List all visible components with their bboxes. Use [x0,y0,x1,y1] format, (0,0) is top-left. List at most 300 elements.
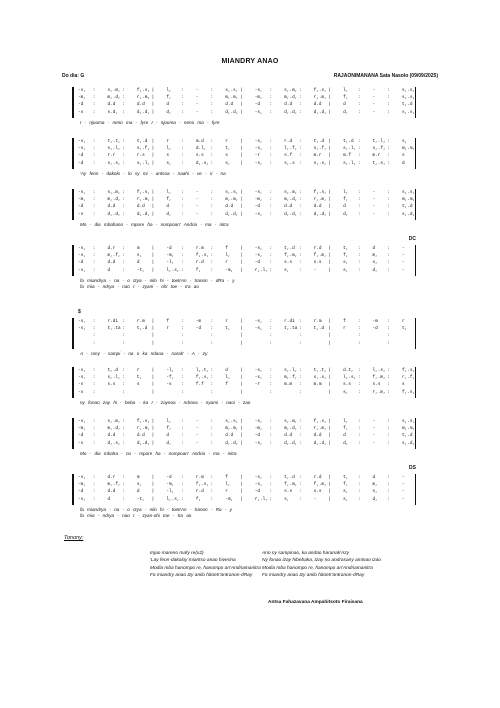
note-cell: : [298,389,302,395]
note-cell: -m, [254,426,263,432]
note-cell: : [210,211,214,217]
note-cell: : [210,109,214,115]
measure-bar: | [151,260,155,266]
note-cell: f [225,246,228,251]
note-cell: : [387,382,390,388]
note-cell: : [269,190,273,195]
note-cell: -s, [78,496,86,502]
note-cell: d.r [107,475,116,480]
voice-row [75,95,416,102]
note-cell: s,.d, [402,211,416,217]
note-cell: s [166,153,169,159]
note-cell: f,.m, [372,375,386,381]
lyrics-column-right [262,550,381,580]
note-cell: : [181,382,184,388]
note-cell: : [357,375,361,381]
note-cell: f,.m, [284,482,298,488]
measure-bar: | [151,109,155,115]
note-cell: : [269,375,273,381]
note-cell: : [210,204,214,210]
note-cell: m,.d, [107,197,121,203]
note-cell: m, [372,482,378,488]
note-cell: s,.s, [107,160,121,166]
measure-bar: | [240,190,243,195]
note-cell: : [357,482,361,488]
note-cell: -m, [78,95,86,101]
note-cell: : [92,109,96,115]
note-cell: : [122,426,125,432]
note-cell: : [181,482,184,488]
note-cell: -d [254,204,260,210]
note-cell: -s, [78,267,86,273]
note-cell: s,.l, [136,160,151,166]
note-cell: : [92,160,96,166]
note-cell: : [181,204,184,210]
note-cell: : [298,102,302,108]
note-cell: s,.s, [225,88,239,93]
note-cell: -m, [225,496,234,502]
note-cell: : [298,260,302,266]
note-cell: : [122,340,125,346]
note-cell: : [210,190,214,195]
note-cell: d,.d, [313,440,327,446]
note-cell: : [298,153,302,159]
note-cell: : [181,160,184,166]
note-cell: : [181,95,184,101]
note-cell: m,.f, [107,482,121,488]
note-cell: l,.s, [166,496,180,502]
note-cell: : [92,267,96,273]
note-cell: : [181,426,184,432]
note-cell: -s, [78,88,86,93]
note-cell: : [357,102,361,108]
note-cell: : [357,368,361,373]
note-cell: l, [225,482,231,488]
note-cell: d.d [284,433,293,439]
note-cell: d, [343,211,349,217]
note-cell: - [195,440,199,446]
measure-bar: | [240,246,243,251]
note-cell: : [181,153,184,159]
note-cell: : [298,190,302,195]
note-cell: : [92,496,96,502]
staff-barline [72,418,74,449]
note-cell: : [357,211,361,217]
note-cell: r [225,319,228,324]
note-cell: s [225,153,228,159]
note-cell: s,.s, [402,419,416,424]
measure-bar: | [328,246,331,251]
note-cell: : [387,253,390,259]
note-cell: : [269,253,273,259]
note-cell: r.d [195,260,204,266]
voice-row [75,139,413,146]
note-cell: -s, [254,146,263,152]
note-cell: - [195,190,199,195]
note-cell: : [387,419,390,424]
note-cell: : [181,419,184,424]
measure-bar: | [151,340,155,346]
note-cell: : [210,382,214,388]
note-cell: : [269,419,273,424]
note-cell: t, [343,246,349,251]
note-cell: : [387,475,390,480]
voice-row [75,382,413,389]
note-cell: d.t, [343,368,354,373]
staff-barline [415,245,417,276]
note-cell: s, [372,489,378,495]
note-cell: s,.l, [343,146,357,152]
note-cell: : [181,489,184,495]
lyrics-line: Modia mba hanompo re, hanompo an'Andriamanitra [150,565,261,571]
note-cell: : [269,489,273,495]
note-cell: -s [78,109,84,115]
measure-bar: | [151,333,155,339]
note-cell: m.d [195,139,204,144]
measure-bar: | [328,319,331,324]
lyric-line: Mo - dia mbahano - mpore ha - nompoan' Andria - ma - nitra [80,221,229,227]
note-cell: : [92,190,96,195]
measure-bar: | [240,211,243,217]
note-cell: d,.d, [284,440,298,446]
note-cell: : [298,419,302,424]
note-cell: r.d [313,475,322,480]
note-cell: : [269,88,273,93]
measure-bar: | [240,267,243,273]
note-cell: r [225,139,228,144]
note-cell: r,.m, [313,197,327,203]
note-cell: d, [166,109,172,115]
note-cell: : [210,419,214,424]
note-cell: s, [343,389,349,395]
measure-bar: | [240,440,243,446]
note-cell: m,.m, [225,197,239,203]
note-cell: d, [166,211,172,217]
note-cell: f [225,475,228,480]
note-cell: d,.d, [313,109,327,115]
note-cell: : [269,109,273,115]
note-cell: -s [78,382,84,388]
note-cell: : [357,246,361,251]
note-cell: -s, [78,146,86,152]
note-cell: m,.m, [225,95,239,101]
note-cell: s,.l, [343,160,357,166]
note-cell: : [269,102,273,108]
note-cell: : [181,326,184,332]
note-cell: m,.d, [107,95,121,101]
staff-barline [72,87,74,118]
note-cell: -s, [78,375,86,381]
note-cell: : [357,146,361,152]
note-cell: -d [78,160,84,166]
note-cell: : [387,267,390,273]
note-cell: : [387,204,390,210]
measure-bar: | [151,95,155,101]
note-cell: : [210,260,214,266]
note-cell: - [372,433,376,439]
note-cell: : [181,197,184,203]
note-cell: : [298,440,302,446]
note-cell: : [92,375,96,381]
note-cell: m,.f, [107,253,121,259]
note-cell: : [92,340,96,346]
note-cell: - [402,496,405,502]
note-cell: -s, [254,375,263,381]
note-cell: d [343,102,346,108]
note-cell: : [122,326,125,332]
note-cell: : [269,475,273,480]
note-cell: : [269,197,273,203]
note-cell: s, [136,482,143,488]
note-cell: -s, [78,475,86,480]
note-cell: m.m [313,382,322,388]
note-cell: s, [343,260,349,266]
note-cell: -m, [78,197,86,203]
note-cell: : [210,340,214,346]
voice-row [75,433,413,440]
note-cell: - [402,482,405,488]
voice-row [75,319,413,326]
note-cell: r,.m, [372,389,386,395]
note-cell: d,.d, [225,440,239,446]
lyrics-line: Injao mareno mafy re(x2) [150,551,204,556]
note-cell: t,.d [107,368,118,373]
note-cell: : [387,88,390,93]
note-cell: d [402,160,405,166]
note-cell: - [313,267,317,273]
note-cell: d.d [284,102,293,108]
note-cell: f,.m, [313,482,327,488]
note-cell: - [195,204,199,210]
note-cell: : [298,489,302,495]
note-cell: - [372,88,376,93]
measure-bar: | [328,197,331,203]
measure-bar: | [328,433,331,439]
note-cell: -s, [254,211,263,217]
note-cell: d, [372,496,378,502]
measure-bar: | [240,475,243,480]
note-cell: : [210,160,214,166]
note-cell: m,.d, [284,197,298,203]
note-cell: m [136,246,140,251]
note-cell: t,.d [313,326,325,332]
note-cell: s, [343,496,349,502]
measure-bar: | [151,496,155,502]
note-cell: : [92,260,96,266]
note-cell: : [181,319,184,324]
note-cell: s.s [313,489,322,495]
note-cell: : [298,382,302,388]
note-cell: t,.d [402,102,413,108]
note-cell: s,.f, [136,146,151,152]
measure-bar: | [151,190,155,195]
note-cell: : [122,440,125,446]
measure-bar: | [328,95,331,101]
note-cell: : [92,102,96,108]
note-cell: -l, [166,489,175,495]
note-cell: : [210,496,214,502]
voice-row [75,333,413,340]
note-cell: -s [166,382,172,388]
measure-bar: | [240,375,243,381]
note-cell: : [269,260,273,266]
note-cell: : [357,153,361,159]
measure-bar: | [328,260,331,266]
note-cell: d.d [284,204,293,210]
note-cell: : [298,475,302,480]
note-cell: : [387,368,390,373]
note-cell: m.f [343,153,351,159]
note-cell: -d [254,433,260,439]
note-cell: t,.t, [107,139,121,144]
note-cell: : [387,333,390,339]
note-cell: -r [254,153,260,159]
note-cell: : [298,340,302,346]
note-cell: f,.m, [284,253,298,259]
note-cell: s,.m, [107,419,121,424]
note-cell: : [181,440,184,446]
staff-barline [72,138,74,169]
note-cell: s,.m, [284,419,298,424]
note-cell: f,.s, [195,482,209,488]
note-cell: d [343,204,346,210]
note-cell: : [357,382,361,388]
note-cell: f,.s, [136,419,151,424]
note-cell: m,.f, [284,375,298,381]
note-cell: -d [78,204,84,210]
note-cell: d,.s, [195,160,209,166]
note-cell: m, [372,253,378,259]
note-cell: f,.s, [195,253,209,259]
note-cell: - [402,246,405,251]
voice-row [75,426,416,433]
note-cell: s.s [284,489,293,495]
note-cell: f.f [195,382,204,388]
voice-row [75,153,413,160]
note-cell: : [298,267,302,273]
note-cell: -t, [136,267,145,273]
note-cell: r.d [284,139,293,144]
measure-bar: | [151,389,155,395]
note-cell: -s, [254,475,263,480]
note-cell: -s, [254,190,263,195]
voice-row [75,253,413,260]
note-cell: : [387,340,390,346]
note-cell: m,.m, [402,146,416,152]
note-cell: : [122,475,125,480]
lyrics-column-left [150,550,261,580]
measure-bar: | [328,389,331,395]
note-cell: : [210,482,214,488]
note-cell: : [181,102,184,108]
note-cell: s, [343,267,349,273]
measure-bar: | [240,160,243,166]
note-cell: : [298,95,302,101]
note-cell: : [122,382,125,388]
note-cell: d,.d, [107,211,121,217]
note-cell: d [136,489,140,495]
note-cell: : [181,475,184,480]
note-cell: r,.f, [402,375,416,381]
note-cell: : [181,139,184,144]
note-cell: -r [254,382,260,388]
note-cell: t,.l, [372,139,386,144]
note-cell: f,.s, [136,88,151,93]
note-cell: t,.d [402,204,413,210]
voice-row [75,489,413,496]
note-cell: m,.d, [284,95,298,101]
note-cell: d.l, [195,146,207,152]
voice-row [75,482,413,489]
note-cell: m,.m, [402,426,416,432]
measure-bar: | [240,389,243,395]
note-cell: : [122,482,125,488]
note-cell: : [298,211,302,217]
note-cell: : [269,211,273,217]
note-cell: : [122,260,125,266]
note-cell: : [92,204,96,210]
measure-bar: | [328,211,331,217]
voice-row [75,161,413,168]
note-cell: s.s [195,153,204,159]
note-cell: : [181,211,184,217]
note-cell: : [387,211,390,217]
note-cell: : [210,95,214,101]
measure-bar: | [240,253,243,259]
note-cell: s,.m, [107,190,121,195]
note-cell: l, [225,253,231,259]
voice-row [75,190,416,197]
note-cell: s, [225,160,231,166]
note-cell: : [92,382,96,388]
note-cell: s, [284,267,290,273]
voice-row [75,109,416,117]
note-cell: d,.d, [313,211,327,217]
measure-bar: | [328,160,331,166]
note-cell: : [122,139,125,144]
note-cell: : [122,368,125,373]
note-cell: : [357,160,361,166]
note-cell: f [225,382,228,388]
lyrics-line: Fa miandry anao Izy anilo hitoetr'antranon-dRay [262,573,365,579]
note-cell: t,.d [136,326,148,332]
note-cell: : [357,340,361,346]
note-cell: r [166,326,169,332]
measure-bar: | [328,139,331,144]
note-cell: -m, [78,426,86,432]
lyric-line: Mo - dia mbaha - no - mpore ha - nompoan' Andria - ma - nitra [80,450,237,456]
note-cell: : [269,326,273,332]
note-cell: : [92,211,96,217]
note-cell: : [181,340,184,346]
note-cell: -d [78,433,84,439]
measure-bar: | [151,433,155,439]
note-cell: : [269,153,273,159]
note-cell: t,.s, [372,160,386,166]
note-cell: s.f [284,153,293,159]
note-cell: d [136,260,140,266]
note-cell: -s, [78,419,86,424]
note-cell: -s, [254,109,263,115]
note-cell: : [122,389,125,395]
note-cell: : [387,326,390,332]
measure-bar: | [151,489,155,495]
note-cell: : [387,160,390,166]
note-cell: : [357,109,361,115]
note-cell: : [92,139,96,144]
note-cell: : [92,319,96,324]
measure-bar: | [151,253,155,259]
